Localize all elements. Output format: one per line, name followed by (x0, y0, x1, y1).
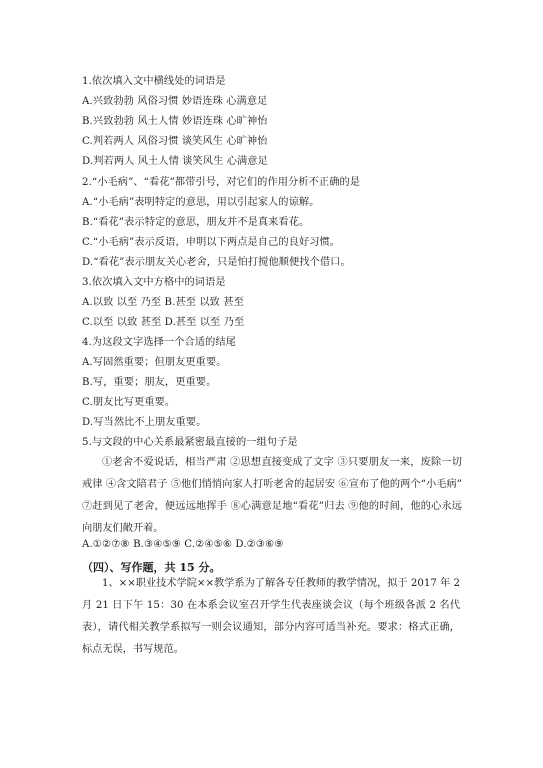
q3-options-row1: A.以致 以至 乃至 B.甚至 以致 甚至 (82, 297, 244, 308)
q4-option-d: D.写当然比不上朋友重要。 (82, 417, 207, 428)
q1-option-b: B.兴致勃勃 风土人情 妙语连珠 心旷神怡 (82, 116, 268, 127)
q3-options-row2: C.以至 以致 甚至 D.甚至 以至 乃至 (82, 317, 245, 328)
q5-sentence-list: ①老舍不爱说话，相当严肃 ②思想直接变成了文字 ③只要朋友一来，废除一切戒律 ④含文陪君子 ⑤他们悄悄向家人打听老舍的起居安 ⑥宣布了他的两个“小毛病” ⑦赶到见了老舍，便远远地挥手 ⑧心满意足地“看花”归去 ⑨他的时间，他的心永远向朋友们敞开着。 (82, 457, 462, 534)
q4-option-c: C.朋友比写更重要。 (82, 397, 176, 408)
q1-stem: 1.依次填入文中横线处的词语是 (82, 76, 226, 87)
q4-option-a: A.写固然重要；但朋友更重要。 (82, 357, 227, 368)
q2-option-d: D.“看花”表示朋友关心老舍，只是怕打搅他顺便找个借口。 (82, 257, 351, 268)
q2-option-a: A.“小毛病”表明特定的意思，用以引起家人的谅解。 (82, 197, 320, 208)
q4-stem: 4.为这段文字选择一个合适的结尾 (82, 337, 236, 348)
q4-option-b: B.写，重要；朋友，更重要。 (82, 377, 217, 388)
q2-option-c: C.“小毛病”表示反语，申明以下两点是自己的良好习惯。 (82, 237, 341, 248)
q1-option-c: C.判若两人 风俗习惯 谈笑风生 心旷神怡 (82, 136, 268, 147)
q5-options: A.①②⑦⑧ B.③④⑤⑨ C.②④⑤⑥ D.②③⑥⑨ (82, 539, 284, 550)
q2-option-b: B.“看花”表示特定的意思，朋友并不是真来看花。 (82, 217, 310, 228)
q3-stem: 3.依次填入文中方格中的词语是 (82, 277, 226, 288)
q2-stem: 2.“小毛病”、“看花”都带引号，对它们的作用分析不正确的是 (82, 177, 361, 188)
q1-option-d: D.判若两人 风土人情 谈笑风生 心满意足 (82, 156, 268, 167)
q1-option-a: A.兴致勃勃 风俗习惯 妙语连珠 心满意足 (82, 96, 268, 107)
writing-task-prompt: 1、××职业技术学院××教学系为了解各专任教师的教学情况，拟于 2017 年 2 月 21 日下午 15：30 在本系会议室召开学生代表座谈会议（每个班级各派 2 名代表），请代相关教学系拟写一则会议通知，部分内容可适当补充。要求：格式正确，标点无误，书写规范。 (82, 578, 460, 655)
section-heading-writing: （四）、写作题，共 15 分。 (82, 561, 221, 574)
q5-stem: 5.与文段的中心关系最紧密最直接的一组句子是 (82, 437, 298, 448)
